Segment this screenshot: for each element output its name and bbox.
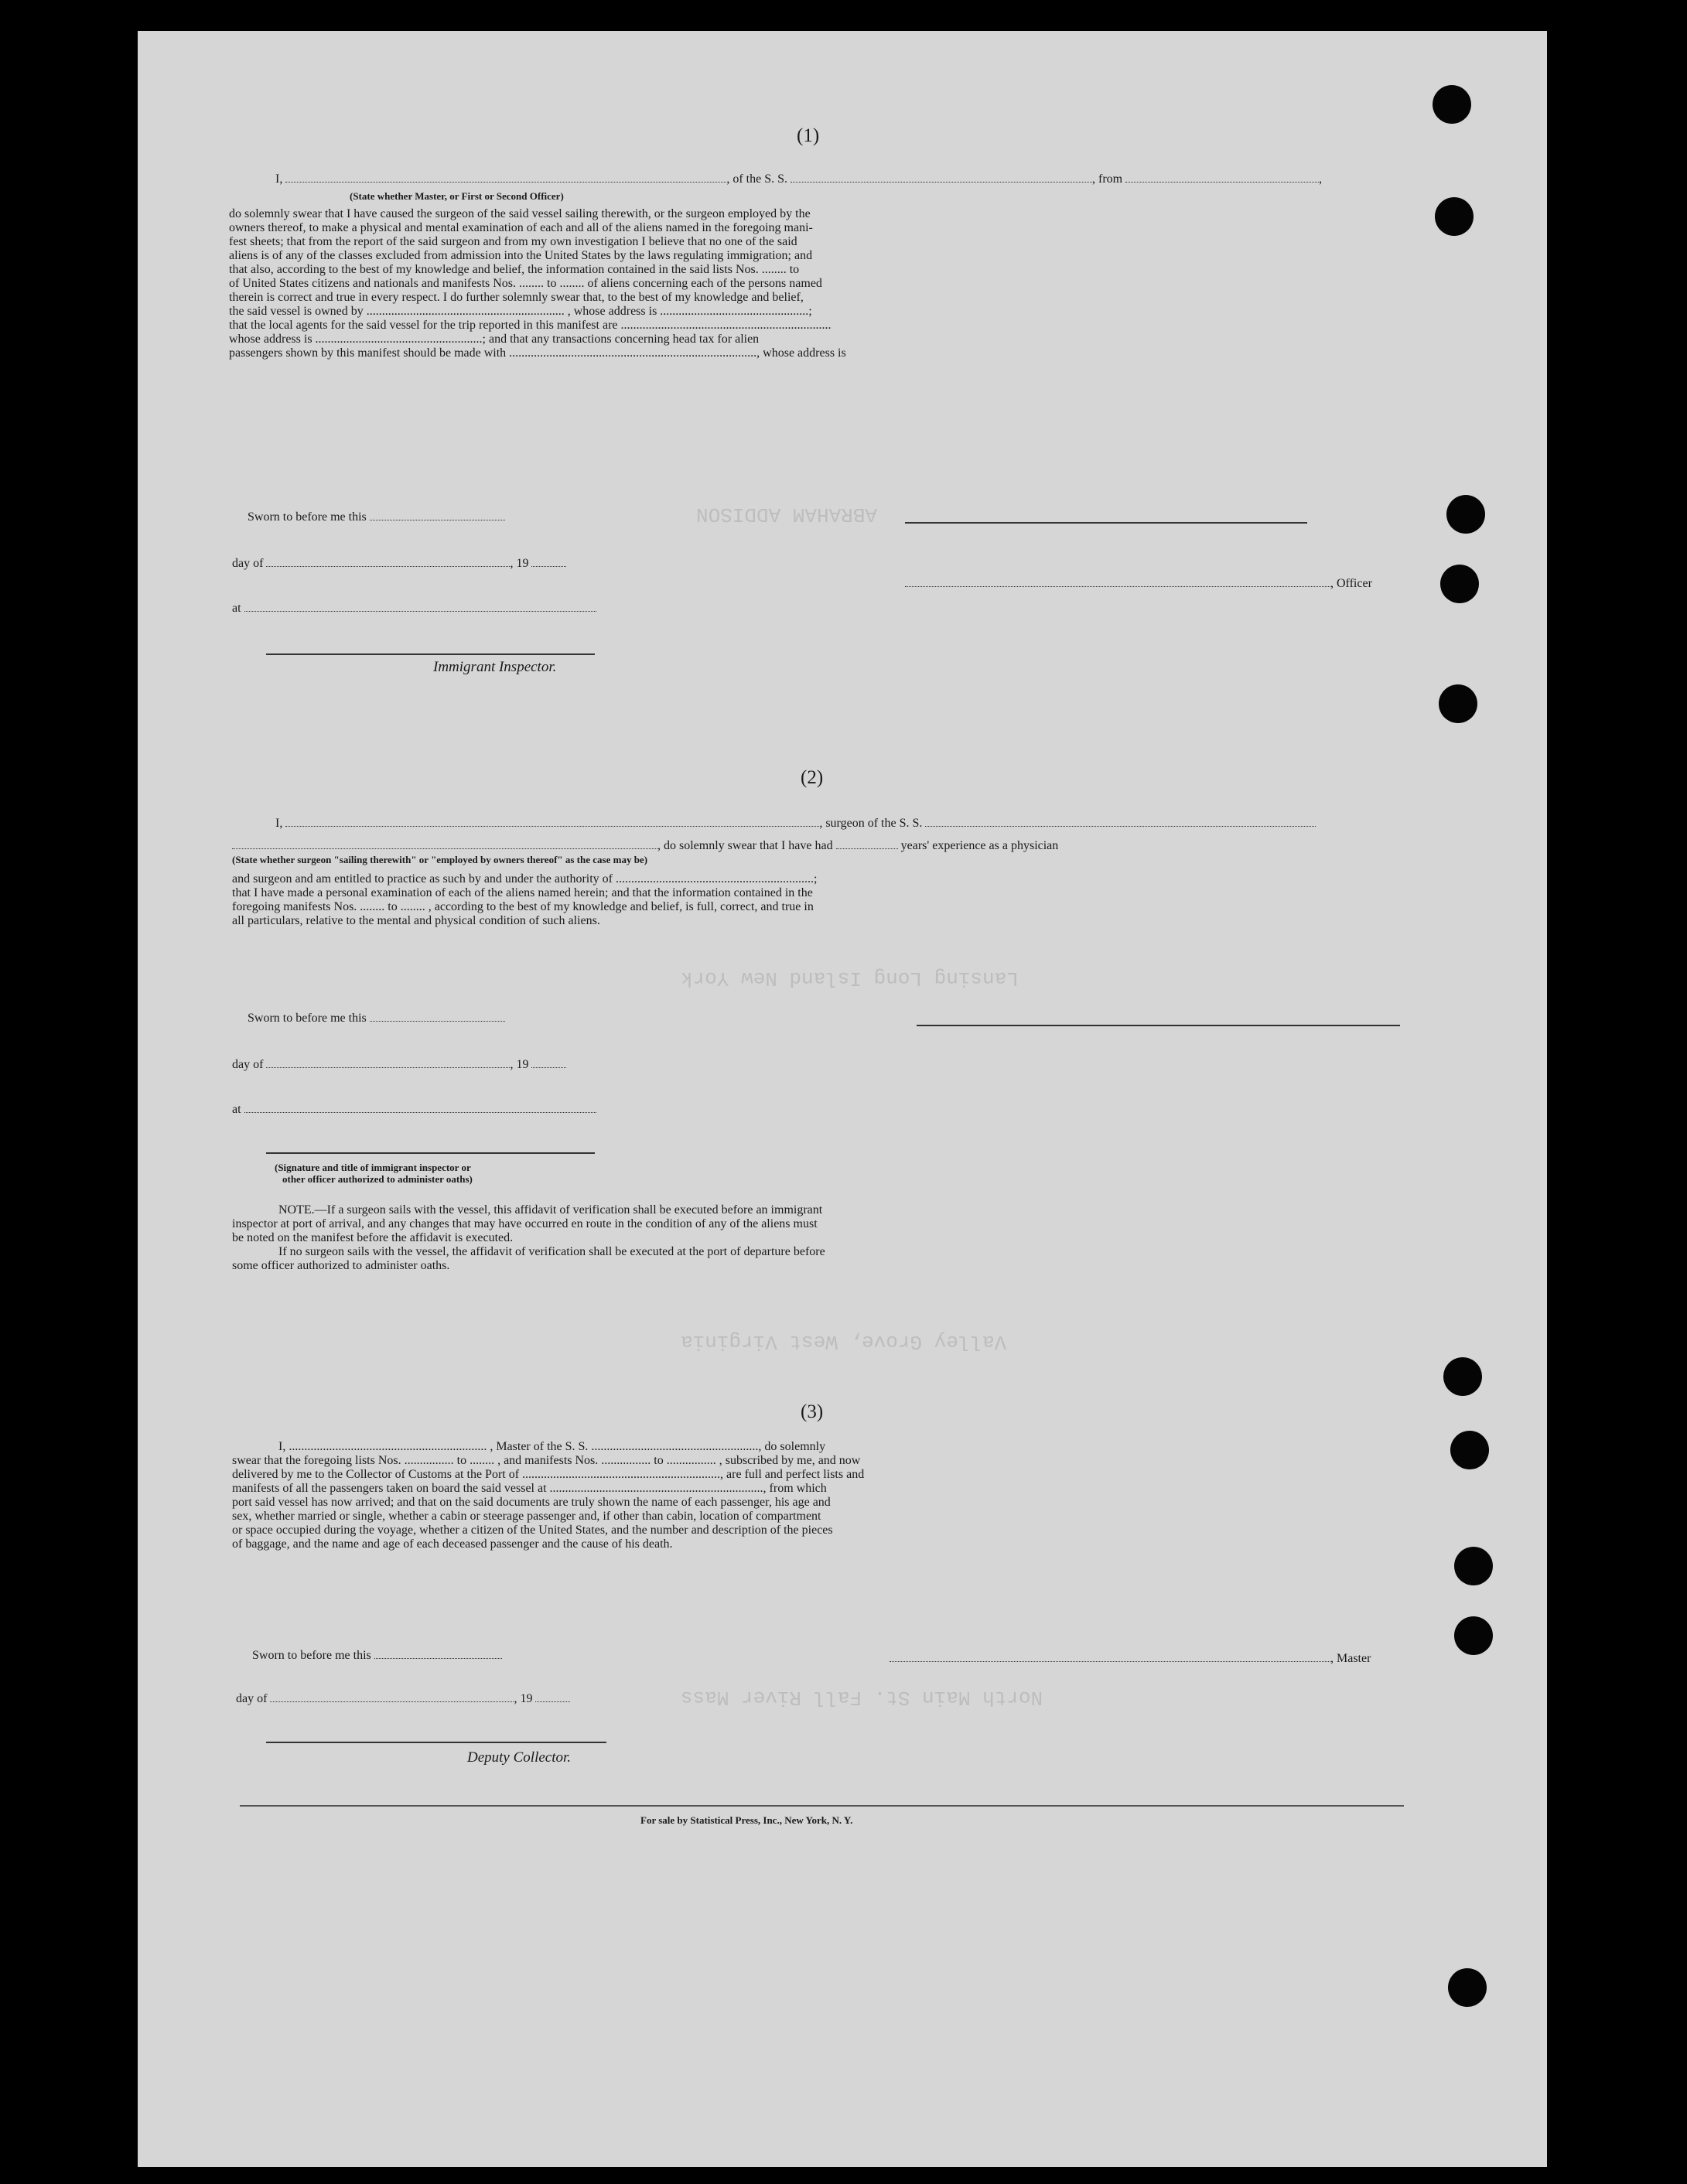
officer-signature-line-1[interactable] (905, 507, 1307, 524)
footer-divider (240, 1805, 1404, 1807)
label: Sworn to before me this (248, 1012, 367, 1025)
at-blank[interactable] (244, 1097, 596, 1113)
label: , 19 (510, 1058, 529, 1071)
sworn-line (248, 504, 505, 524)
sig-note: (Signature and title of immigrant inspector or (275, 1162, 471, 1173)
bleed-through-text: Valley Grove, West Virginia (681, 1330, 1007, 1353)
oath-line: or space occupied during the voyage, whether a citizen of the United States, and the number and description of the pieces (232, 1524, 833, 1537)
vessel-name-blank[interactable] (791, 166, 1092, 183)
surgeon-line-2 (232, 833, 1058, 853)
oath-line: of baggage, and the name and age of each deceased passenger and the cause of his death. (232, 1537, 673, 1551)
oath-line: aliens is of any of the classes excluded from admission into the United States by the laws regulating immigration; and (229, 249, 813, 262)
sworn-line (252, 1643, 502, 1663)
label: I, (275, 817, 283, 830)
inspector-title: Immigrant Inspector. (433, 659, 557, 675)
section2-oath (232, 872, 1402, 928)
section3-oath (232, 1440, 1404, 1551)
label: , 19 (510, 557, 529, 570)
label: day of (236, 1692, 268, 1705)
day-blank[interactable] (266, 1052, 510, 1068)
binder-hole (1433, 85, 1471, 124)
label: I, (275, 172, 283, 186)
bleed-through-text: North Main St. Fall River Mass (681, 1686, 1043, 1709)
binder-hole (1454, 1547, 1493, 1585)
bleed-through-text: ABRAHAM ADDISON (696, 503, 878, 526)
note-line: some officer authorized to administer oaths. (232, 1259, 450, 1272)
oath-line: whose address is ......................................................; and that any transactions concerning head tax for alien (229, 333, 760, 346)
section-number: (2) (801, 767, 824, 788)
note-block (232, 1203, 1402, 1273)
surgeon-type-blank[interactable] (232, 833, 657, 849)
inspector-signature-line[interactable] (266, 638, 595, 655)
port-blank[interactable] (1125, 166, 1319, 183)
oath-line: I, ................................................................ , Master of the S. S. ......................................................, do solemnly (278, 1440, 826, 1453)
oath-line: owners thereof, to make a physical and mental examination of each and all of the aliens named in the foregoing mani- (229, 221, 813, 234)
collector-title: Deputy Collector. (467, 1749, 572, 1766)
label: years' experience as a physician (900, 839, 1059, 852)
day-blank[interactable] (270, 1686, 514, 1702)
label: , from (1092, 172, 1123, 186)
officer-signature-blank[interactable] (905, 571, 1330, 587)
section-number: (3) (801, 1401, 824, 1422)
sworn-blank[interactable] (370, 504, 505, 520)
binder-hole (1443, 1357, 1482, 1396)
sworn-line (248, 1005, 505, 1025)
oath-line: all particulars, relative to the mental and physical condition of such aliens. (232, 914, 600, 927)
oath-line: that the local agents for the said vessel for the trip reported in this manifest are .................................................................... (229, 319, 832, 332)
collector-signature-line[interactable] (266, 1726, 606, 1743)
binder-hole (1439, 684, 1477, 723)
years-blank[interactable] (836, 833, 898, 849)
oath-line: do solemnly swear that I have caused the surgeon of the said vessel sailing therewith, or the surgeon employed by the (229, 207, 811, 220)
year-blank[interactable] (531, 1052, 566, 1068)
oath-line: foregoing manifests Nos. ........ to ........ , according to the best of my knowledge and belief, is full, correct, and true in (232, 900, 814, 913)
sworn-blank[interactable] (374, 1643, 502, 1659)
sig-note: other officer authorized to administer oaths) (282, 1173, 473, 1185)
officer-line (905, 571, 1372, 591)
oath-line: that I have made a personal examination of each of the aliens named herein; and that the information contained in the (232, 886, 813, 899)
day-line (236, 1686, 570, 1706)
oath-line: swear that the foregoing lists Nos. ................ to ........ , and manifests Nos. ................ to ................ , subscribed by me, and now (232, 1454, 861, 1467)
label: Sworn to before me this (248, 510, 367, 524)
at-line (232, 595, 596, 616)
note-line: be noted on the manifest before the affidavit is executed. (232, 1231, 514, 1244)
label: , Master (1330, 1652, 1371, 1665)
label: day of (232, 557, 264, 570)
surgeon-line (275, 810, 1316, 831)
year-blank[interactable] (531, 551, 566, 567)
year-blank[interactable] (535, 1686, 570, 1702)
binder-hole (1448, 1968, 1487, 2007)
bleed-through-text: Lansing Long Island New York (681, 967, 1019, 990)
surgeon-note: (State whether surgeon "sailing therewith" or "employed by owners thereof" as the case may be) (232, 854, 648, 865)
oath-line: that also, according to the best of my knowledge and belief, the information contained in the said lists Nos. ........ to (229, 263, 800, 276)
at-blank[interactable] (244, 595, 596, 612)
label: day of (232, 1058, 264, 1071)
master-name-blank[interactable] (285, 166, 726, 183)
oath-line: port said vessel has now arrived; and that on the said documents are truly shown the name of each passenger, his age and (232, 1496, 831, 1509)
section1-oath (229, 207, 1401, 360)
binder-hole (1446, 495, 1485, 534)
oath-line: the said vessel is owned by ................................................................ , whose address is ................................................; (229, 305, 812, 318)
surgeon-name-blank[interactable] (285, 810, 819, 827)
label: , of the S. S. (726, 172, 787, 186)
oath-line: passengers shown by this manifest should be made with ................................................................................, whose address is (229, 346, 846, 360)
oath-line: manifests of all the passengers taken on board the said vessel at ....................................................................., from which (232, 1482, 827, 1495)
binder-hole (1450, 1431, 1489, 1469)
label: , Officer (1330, 577, 1372, 590)
master-line (890, 1646, 1371, 1666)
label: , do solemnly swear that I have had (657, 839, 833, 852)
note-line: inspector at port of arrival, and any changes that may have occurred en route in the condition of any of the aliens must (232, 1217, 818, 1230)
master-signature-blank[interactable] (890, 1646, 1330, 1662)
oath-line: sex, whether married or single, whether a cabin or steerage passenger and, if other than cabin, location of compartment (232, 1510, 821, 1523)
binder-hole (1454, 1616, 1493, 1655)
oath-line: and surgeon and am entitled to practice as such by and under the authority of ................................................................; (232, 872, 818, 886)
note-line: NOTE.—If a surgeon sails with the vessel, this affidavit of verification shall be executed before an immigrant (278, 1203, 823, 1217)
vessel-blank[interactable] (925, 810, 1316, 827)
label: , surgeon of the S. S. (819, 817, 923, 830)
label: at (232, 602, 241, 615)
sworn-blank[interactable] (370, 1005, 505, 1022)
oath-line: of United States citizens and nationals and manifests Nos. ........ to ........ of aliens concerning each of the persons named (229, 277, 822, 290)
binder-hole (1440, 565, 1479, 603)
master-line: I, , of the S. S. , from , (275, 166, 1322, 186)
section-number: (1) (797, 125, 820, 146)
day-line (232, 551, 566, 571)
day-blank[interactable] (266, 551, 510, 567)
oath-line: fest sheets; that from the report of the said surgeon and from my own investigation I believe that no one of the said (229, 235, 797, 248)
day-line (232, 1052, 566, 1072)
oath-line: therein is correct and true in every respect. I do further solemnly swear that, to the best of my knowledge and belief, (229, 291, 804, 304)
surgeon-signature-line[interactable] (917, 1009, 1400, 1026)
oath-line: delivered by me to the Collector of Customs at the Port of ................................................................, are full and perfect lists and (232, 1468, 865, 1481)
label: Sworn to before me this (252, 1649, 371, 1662)
at-line (232, 1097, 596, 1117)
note-line: If no surgeon sails with the vessel, the affidavit of verification shall be executed at the port of departure before (278, 1245, 825, 1258)
officer-note: (State whether Master, or First or Second Officer) (350, 190, 564, 202)
inspector-signature-line[interactable] (266, 1137, 595, 1154)
binder-hole (1435, 197, 1474, 236)
label: , 19 (514, 1692, 533, 1705)
label: at (232, 1103, 241, 1116)
printer-imprint: For sale by Statistical Press, Inc., New York, N. Y. (640, 1814, 853, 1826)
